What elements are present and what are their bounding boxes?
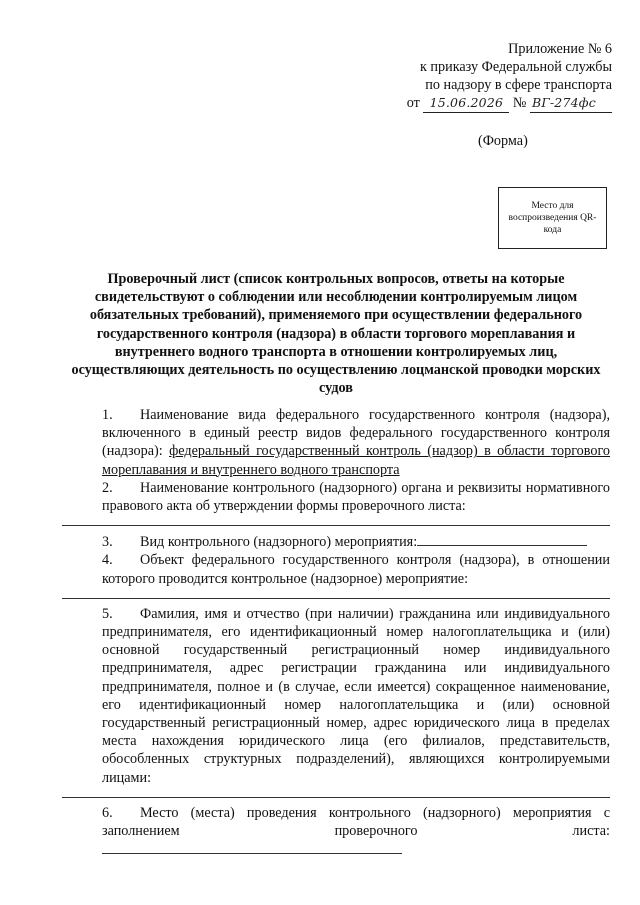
handwritten-date: 15.06.2026	[423, 94, 509, 113]
fill-line[interactable]	[62, 515, 610, 526]
item-number: 3.	[102, 534, 113, 551]
item-text: Место (места) проведения контрольного (надзорного) мероприятия с заполнением проверочного листа:	[102, 804, 610, 840]
fill-line[interactable]	[62, 787, 610, 798]
appendix-order-ref: к приказу Федеральной службы	[419, 59, 612, 75]
qr-placeholder-box	[498, 187, 607, 249]
item-text: Наименование вида федерального государственного контроля (надзора), включенного в единый реестр видов федерального государственного контроля (надзора):	[102, 407, 610, 460]
item-number: 6.	[102, 804, 113, 821]
item-text: Объект федерального государственного контроля (надзора), в отношении которого проводится контрольное (надзорное) мероприятие:	[102, 552, 610, 587]
document-title: Проверочный лист (список контрольных вопросов, ответы на которые свидетельствуют о соблюдении или несоблюдении контролируемым лицом обязательных требований), применяемого при осуществлении федерального государственного контроля (надзора) в области торгового мореплавания и внутреннего водного транспорта в отношении контролируемых лиц, осуществляющих деятельность по осуществлению лоцманской проводки морских судов	[71, 271, 601, 397]
handwritten-number: ВГ-274фс	[530, 94, 612, 113]
appendix-number: Приложение № 6	[508, 41, 612, 57]
item-number: 5.	[102, 605, 113, 622]
item-text: Наименование контрольного (надзорного) органа и реквизиты нормативного правового акта об утверждении формы проверочного листа:	[102, 479, 610, 515]
from-label: от	[406, 95, 420, 111]
appendix-date-line	[360, 94, 612, 113]
item-4	[62, 551, 610, 587]
item-number: 2.	[102, 479, 113, 496]
fill-line[interactable]	[417, 532, 587, 546]
number-label: №	[512, 95, 527, 111]
form-label: (Форма)	[478, 133, 528, 149]
qr-placeholder-text: Место для воспроизведения QR-кода	[508, 201, 597, 235]
item-2	[62, 479, 610, 515]
fill-line[interactable]	[102, 840, 402, 854]
item-underlined-value: федеральный государственный контроль (надзор) в области торгового мореплавания и внутреннего водного транспорта	[102, 443, 611, 478]
document-body	[62, 406, 610, 859]
appendix-agency: по надзору в сфере транспорта	[425, 77, 612, 93]
item-5	[62, 605, 610, 787]
fill-line[interactable]	[62, 588, 610, 599]
item-text: Фамилия, имя и отчество (при наличии) гражданина или индивидуального предпринимателя, его идентификационный номер налогоплательщика и (или) основной государственный регистрационный номер индивидуального предпринимателя, адрес регистрации гражданина или индивидуального предпринимателя, полное и (в случае, если имеется) сокращенное наименование, его идентификационный номер налогоплательщика и (или) основной государственный регистрационный номер, адрес юридического лица в пределах места нахождения юридического лица (его филиалов, представительств, обособленных структурных подразделений), являющихся контролируемыми лицами:	[102, 605, 610, 786]
item-3	[62, 532, 610, 551]
item-1	[62, 406, 610, 479]
item-number: 1.	[102, 407, 113, 423]
appendix-header	[360, 40, 612, 113]
item-6	[62, 804, 610, 860]
item-number: 4.	[102, 552, 113, 569]
item-text: Вид контрольного (надзорного) мероприятия:	[140, 534, 418, 551]
